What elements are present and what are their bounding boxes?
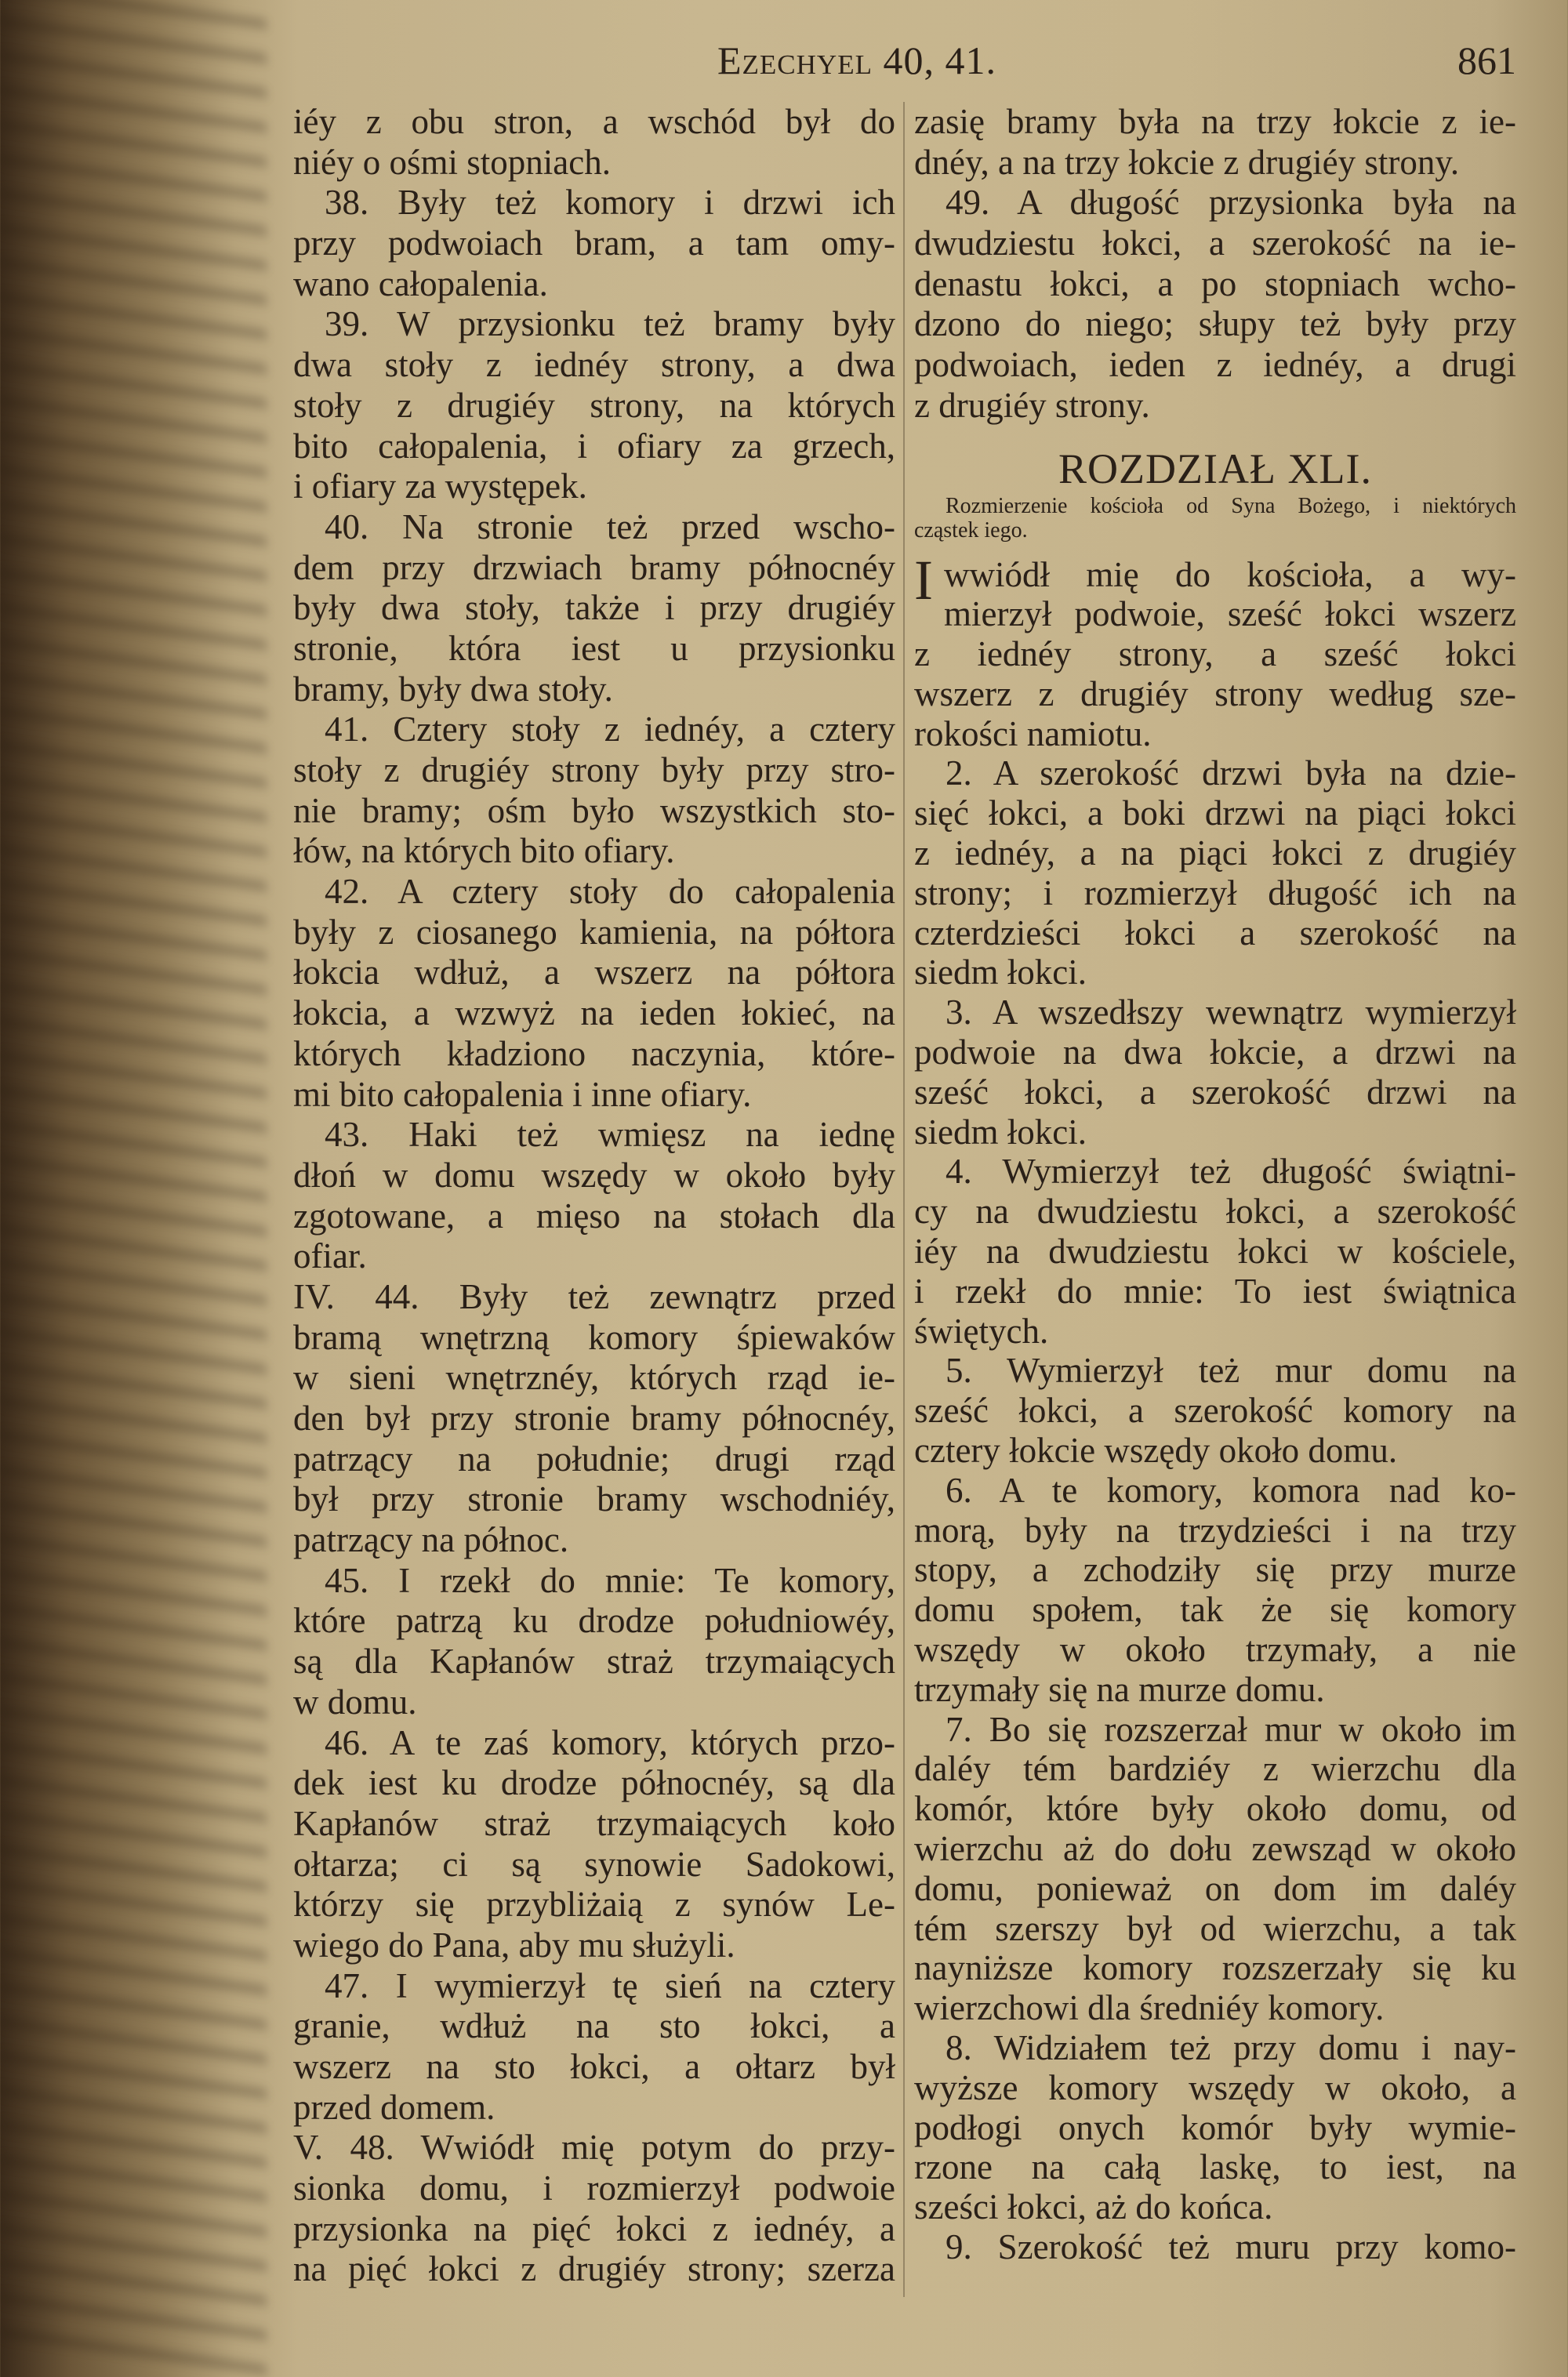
text-line: które patrzą ku drodze południowéy, xyxy=(293,1601,895,1641)
column-divider xyxy=(903,102,905,2297)
text-line: domu społem, tak że się komory xyxy=(914,1590,1516,1630)
text-line: wwiódł mię do kościoła, a wy- xyxy=(943,554,1516,594)
text-line: IV. 44. Były też zewnątrz przed xyxy=(293,1276,895,1316)
text-line: wyższe komory wszędy w około, a xyxy=(914,2067,1516,2107)
chapter-summary xyxy=(914,494,1516,543)
text-line: wiego do Pana, aby mu służyli. xyxy=(293,1925,735,1965)
text-line: niéy o ośmi stopniach. xyxy=(293,142,611,182)
text-line: daléy tém bardziéy z wierzchu dla xyxy=(914,1749,1516,1789)
facing-page-edge xyxy=(0,0,267,2377)
text-line: den był przy stronie bramy północnéy, xyxy=(293,1399,895,1438)
text-line: 49. A długość przysionka była na xyxy=(946,183,1516,223)
text-line: dłoń w domu wszędy w około były xyxy=(293,1155,895,1195)
text-line: cy na dwudziestu łokci, a szerokość xyxy=(914,1192,1516,1232)
paragraph xyxy=(293,872,895,1115)
text-line: denastu łokci, a po stopniach wcho- xyxy=(914,263,1516,303)
text-line: trzymały się na murze domu. xyxy=(914,1669,1325,1709)
text-line: łokcia, a wzwyż na ieden łokieć, na xyxy=(293,993,895,1033)
paragraph xyxy=(914,993,1516,1152)
text-line: iéy z obu stron, a wschód był do xyxy=(293,102,895,141)
text-line: 46. A te zaś komory, których przo- xyxy=(325,1722,895,1762)
text-line: wszędy w około trzymały, a nie xyxy=(914,1630,1516,1670)
paragraph xyxy=(914,1471,1516,1710)
text-line: strony; i rozmierzył długość ich na xyxy=(914,873,1516,913)
text-line: świętych. xyxy=(914,1311,1049,1351)
paragraph xyxy=(293,1115,895,1277)
text-line: łów, na których bito ofiary. xyxy=(293,831,675,871)
text-line: 9. Szerokość też muru przy komo- xyxy=(946,2226,1516,2266)
text-line: bramy, były dwa stoły. xyxy=(293,669,613,709)
text-line: wierzchowi dla średniéy komory. xyxy=(914,1988,1385,2028)
paragraph xyxy=(293,709,895,872)
paragraph xyxy=(293,102,895,183)
paragraph xyxy=(914,548,1516,754)
text-line: podwoie na dwa łokcie, a drzwi na xyxy=(914,1032,1516,1072)
paragraph xyxy=(914,2028,1516,2227)
text-line: były dwa stoły, także i przy drugiéy xyxy=(293,588,895,628)
text-line: 5. Wymierzył też mur domu na xyxy=(946,1351,1516,1391)
text-line: rokości namiotu. xyxy=(914,713,1152,753)
text-line: bramą wnętrzną komory śpiewaków xyxy=(293,1317,895,1357)
text-line: przed domem. xyxy=(293,2087,495,2127)
paragraph xyxy=(914,183,1516,426)
paragraph xyxy=(293,1723,895,1966)
paragraph xyxy=(914,753,1516,993)
text-line: mi bito całopalenia i inne ofiary. xyxy=(293,1074,752,1114)
text-line: 43. Haki też wmięsz na iednę xyxy=(325,1115,895,1155)
summary-line: Rozmierzenie kościoła od Syna Bożego, i niektórych xyxy=(946,493,1516,518)
text-line: zgotowane, a mięso na stołach dla xyxy=(293,1196,895,1236)
text-line: którzy się przybliżaią z synów Le- xyxy=(293,1885,895,1925)
text-line: nie bramy; ośm było wszystkich sto- xyxy=(293,790,895,830)
text-line: siedm łokci. xyxy=(914,953,1087,993)
text-line: stopy, a zchodziły się przy murze xyxy=(914,1550,1516,1590)
text-line: były z ciosanego kamienia, na półtora xyxy=(293,912,895,952)
text-line: był przy stronie bramy wschodniéy, xyxy=(293,1479,895,1519)
paragraph xyxy=(914,102,1516,183)
text-line: łokcia wdłuż, a wszerz na półtora xyxy=(293,953,895,993)
text-line: 40. Na stronie też przed wscho- xyxy=(325,506,895,546)
text-line: sześć łokci, a szerokość komory na xyxy=(914,1391,1516,1431)
text-line: dwudziestu łokci, a szerokość na ie- xyxy=(914,223,1516,263)
text-line: 38. Były też komory i drzwi ich xyxy=(325,183,895,223)
text-line: domu, ponieważ on dom im daléy xyxy=(914,1868,1516,1908)
text-line: dek iest ku drodze północnéy, są dla xyxy=(293,1763,895,1803)
text-line: dzono do niego; słupy też były przy xyxy=(914,304,1516,344)
text-line: granie, wdłuż na sto łokci, a xyxy=(293,2006,895,2046)
text-line: patrzący na północ. xyxy=(293,1520,569,1560)
text-line: 39. W przysionku też bramy były xyxy=(325,304,895,344)
text-line: V. 48. Wwiódł mię potym do przy- xyxy=(293,2128,895,2168)
text-line: 4. Wymierzył też długość świątni- xyxy=(946,1152,1516,1192)
text-line: dwa stoły z iednéy strony, a dwa xyxy=(293,345,895,385)
page-header xyxy=(0,38,1568,88)
paragraph xyxy=(293,1966,895,2128)
paragraph xyxy=(914,2227,1516,2267)
paragraph xyxy=(293,1561,895,1723)
paragraph xyxy=(293,507,895,709)
text-line: 42. A cztery stoły do całopalenia xyxy=(325,872,895,912)
paragraph xyxy=(914,1710,1516,2028)
paragraph xyxy=(293,1277,895,1561)
chapter-heading: ROZDZIAŁ XLI. xyxy=(1058,445,1372,492)
text-line: z iednéy, a na piąci łokci z drugiéy xyxy=(914,833,1516,873)
text-line: dem przy drzwiach bramy północnéy xyxy=(293,547,895,587)
text-line: z iednéy strony, a sześć łokci xyxy=(914,634,1516,674)
text-line: 3. A wszedłszy wewnątrz wymierzył xyxy=(946,993,1516,1032)
text-line: przysionka na pięć łokci z iednéy, a xyxy=(293,2208,895,2248)
paragraph xyxy=(293,304,895,506)
paragraph xyxy=(914,1351,1516,1470)
paragraph xyxy=(914,1152,1516,1351)
text-line: wszerz na sto łokci, a ołtarz był xyxy=(293,2047,895,2086)
text-line: sześć łokci, a szerokość drzwi na xyxy=(914,1072,1516,1112)
right-column-top-text xyxy=(914,102,1516,426)
text-line: sięć łokci, a boki drzwi na piąci łokci xyxy=(914,793,1516,833)
chapter-text xyxy=(914,548,1516,2267)
text-line: 8. Widziałem też przy domu i nay- xyxy=(946,2027,1516,2067)
text-line: których kładziono naczynia, które- xyxy=(293,1033,895,1073)
text-line: iéy na dwudziestu łokci w kościele, xyxy=(914,1232,1516,1272)
text-line: patrzący na południe; drugi rząd xyxy=(293,1439,895,1479)
text-line: stronie, która iest u przysionku xyxy=(293,628,895,668)
text-line: wierzchu aż do dołu zewsząd w około xyxy=(914,1829,1516,1868)
text-line: i rzekł do mnie: To iest świątnica xyxy=(914,1271,1516,1311)
text-line: Kapłanów straż trzymaiących koło xyxy=(293,1803,895,1843)
summary-line: cząstek iego. xyxy=(914,517,1028,543)
text-line: sionka domu, i rozmierzył podwoie xyxy=(293,2168,895,2208)
text-line: mierzył podwoie, sześć łokci wszerz xyxy=(943,594,1516,634)
text-line: podłogi onych komór były wymie- xyxy=(914,2107,1516,2147)
text-line: w domu. xyxy=(293,1682,417,1722)
text-line: podwoiach, ieden z iednéy, a drugi xyxy=(914,345,1516,385)
left-column xyxy=(293,102,895,2290)
text-line: sześci łokci, aż do końca. xyxy=(914,2187,1273,2227)
text-line: bito całopalenia, i ofiary za grzech, xyxy=(293,426,895,466)
text-line: 6. A te komory, komora nad ko- xyxy=(946,1470,1516,1510)
text-line: na pięć łokci z drugiéy strony; szerza xyxy=(293,2249,895,2289)
text-line: zasię bramy była na trzy łokcie z ie- xyxy=(914,102,1516,141)
text-line: stoły z drugiéy strony, na których xyxy=(293,385,895,425)
paragraph xyxy=(293,183,895,304)
page-number: 861 xyxy=(1457,38,1516,82)
paragraph xyxy=(293,2128,895,2290)
text-line: ofiar. xyxy=(293,1236,367,1276)
text-line: tém szerszy był od wierzchu, a tak xyxy=(914,1908,1516,1948)
text-line: stoły z drugiéy strony były przy stro- xyxy=(293,750,895,789)
text-line: komór, które były około domu, od xyxy=(914,1789,1516,1829)
text-line: siedm łokci. xyxy=(914,1112,1087,1152)
text-line: 41. Cztery stoły z iednéy, a cztery xyxy=(325,709,895,749)
text-line: rzone na całą laskę, to iest, na xyxy=(914,2147,1516,2187)
text-line: dnéy, a na trzy łokcie z drugiéy strony. xyxy=(914,142,1460,182)
text-line: nayniższe komory rozszerzały się ku xyxy=(914,1948,1516,1988)
text-line: 2. A szerokość drzwi była na dzie- xyxy=(946,753,1516,793)
text-line: są dla Kapłanów straż trzymaiących xyxy=(293,1642,895,1682)
text-line: 47. I wymierzył tę sień na cztery xyxy=(325,1965,895,2005)
text-line: i ofiary za występek. xyxy=(293,466,587,506)
text-line: z drugiéy strony. xyxy=(914,385,1150,425)
text-line: czterdzieści łokci a szerokość na xyxy=(914,913,1516,953)
text-line: przy podwoiach bram, a tam omy- xyxy=(293,223,895,263)
text-line: morą, były na trzydzieści i na trzy xyxy=(914,1510,1516,1550)
text-line: 7. Bo się rozszerzał mur w około im xyxy=(946,1709,1516,1749)
running-title: Ezechyel 40, 41. xyxy=(717,38,996,82)
drop-cap: I xyxy=(914,548,933,611)
right-column xyxy=(914,102,1516,2267)
text-line: wszerz z drugiéy strony według sze- xyxy=(914,673,1516,713)
text-line: cztery łokcie wszędy około domu. xyxy=(914,1431,1398,1471)
text-line: 45. I rzekł do mnie: Te komory, xyxy=(325,1560,895,1600)
text-line: wano całopalenia. xyxy=(293,263,548,303)
text-line: w sieni wnętrznéy, których rząd ie- xyxy=(293,1358,895,1398)
text-line: ołtarza; ci są synowie Sadokowi, xyxy=(293,1844,895,1884)
